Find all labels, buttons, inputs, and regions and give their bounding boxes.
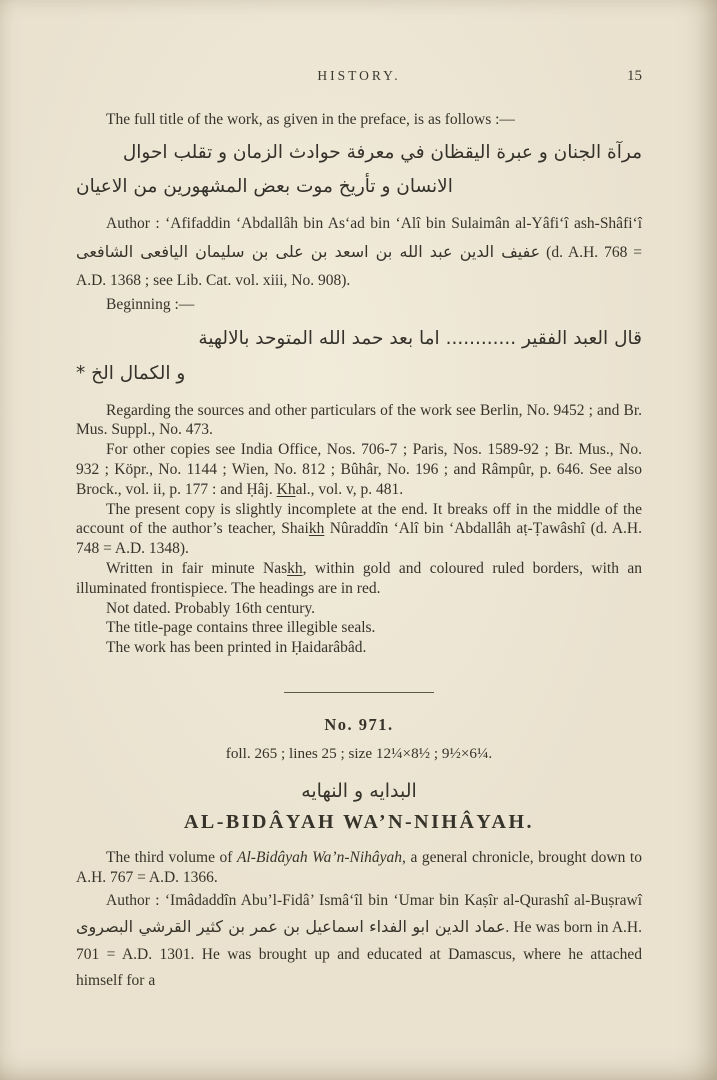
paragraph-written [76, 559, 642, 599]
page-number: 15 [627, 68, 642, 84]
written-text-1: Written in fair minute Nas [106, 559, 288, 577]
page-header-title: HISTORY. [317, 68, 401, 83]
running-header [76, 68, 642, 86]
author-details: (d. A.H. 768 = A.D. 1368 ; see Lib. Cat. vol. xiii, No. 908). [76, 243, 643, 289]
arabic-full-title [76, 136, 642, 204]
copies-text-2: al., vol. v, p. 481. [295, 480, 404, 498]
author-971-label: Author : [106, 891, 165, 909]
volume-text-1: The third volume of [106, 849, 238, 867]
arabic-title-line-1: مرآة الجنان و عبرة اليقظان في معرفة حوادث الزمان و تقلب احوال [122, 141, 642, 163]
written-text-2: , within gold and coloured ruled borders, with an illuminated frontispiece. The headings are in red. [76, 559, 642, 597]
entry-971 [76, 715, 642, 995]
paragraph-not-dated: Not dated. Probably 16th century. [106, 599, 316, 617]
paragraph-other-copies [76, 440, 642, 499]
paragraph-present-copy [76, 500, 642, 559]
arabic-work-title: البدايه و النهايه [301, 779, 417, 802]
paragraph-author-971 [76, 888, 642, 995]
entry-970 [76, 110, 642, 658]
author-971-name-arabic: عماد الدين ابو الفداء اسماعيل بن عمر بن كثير القرشي البصروى [76, 917, 506, 937]
beginning-arabic [76, 321, 642, 391]
page-content [76, 68, 642, 995]
present-text-2: Nûraddîn ‘Alî bin ‘Abdallâh aṭ-Ṭawâshî (d. A.H. 748 = A.D. 1348). [76, 520, 642, 558]
paragraph-seals: The title-page contains three illegible seals. [106, 619, 376, 637]
copies-text-1: For other copies see India Office, Nos. 706-7 ; Paris, Nos. 1589-92 ; Br. Mus., No. 932 ; Köpr., No. 1144 ; Wien, No. 812 ; Bûhâr, No. 196 ; and Râmpûr, p. 646. See also Brock., vol. ii, p. 177 : and Ḥâj. [76, 441, 642, 498]
entry-divider [284, 692, 434, 693]
present-text-1: The present copy is slightly incomplete at the end. It breaks off in the middle of the account of the author’s teacher, Shai [76, 500, 642, 538]
work-title-heading: AL-BIDÂYAH WA’N-NIHÂYAH. [183, 810, 535, 833]
entry-number-heading: No. 971. [324, 714, 394, 734]
written-underlined-digraph: kh [287, 559, 303, 577]
author-971-name: ‘Imâdaddîn Abu’l-Fidâ’ Ismâ‘îl bin ‘Umar bin Kaṣîr al-Qurashî al-Buṣrawî [164, 891, 642, 909]
paragraph-author [76, 210, 642, 295]
author-name-arabic: عفيف الدين عبد الله بن اسعد بن على بن سليمان اليافعى الشافعى [76, 241, 541, 261]
author-label: Author : [106, 214, 166, 232]
beginning-label: Beginning :— [106, 295, 195, 313]
present-underlined-digraph: kh [308, 520, 325, 538]
volume-title-italic: Al-Bidâyah Wa’n-Nihâyah [237, 849, 403, 867]
collation-line: foll. 265 ; lines 25 ; size 12¼×8½ ; 9½×6¼. [225, 744, 493, 762]
copies-underlined-digraph: Kh [276, 480, 296, 498]
arabic-title-line-2: الانسان و تأريخ موت بعض المشهورين من الاعيان [76, 175, 453, 197]
paragraph-third-volume [76, 848, 642, 888]
volume-text-2: , a general chronicle, brought down to A.H. 767 = A.D. 1366. [76, 849, 642, 887]
paragraph-printed: The work has been printed in Ḥaidarâbâd. [106, 639, 367, 657]
paragraph-sources: Regarding the sources and other particulars of the work see Berlin, No. 9452 ; and Br. Mus. Suppl., No. 473. [76, 401, 642, 439]
beginning-arabic-line-2: و الكمال الخ * [76, 362, 186, 384]
beginning-arabic-line-1: قال العبد الفقير ............ اما بعد حمد الله المتوحد بالالهية [198, 327, 642, 349]
paragraph-full-title-intro: The full title of the work, as given in the preface, is as follows :— [106, 111, 515, 128]
author-name: ‘Afifaddin ‘Abdallâh bin As‘ad bin ‘Alî bin Sulaimân al-Yâfi‘î ash-Shâfi‘î [165, 214, 643, 232]
author-971-details: . He was born in A.H. 701 = A.D. 1301. He was brought up and educated at Damascus, where he attached himself for a [76, 919, 642, 990]
